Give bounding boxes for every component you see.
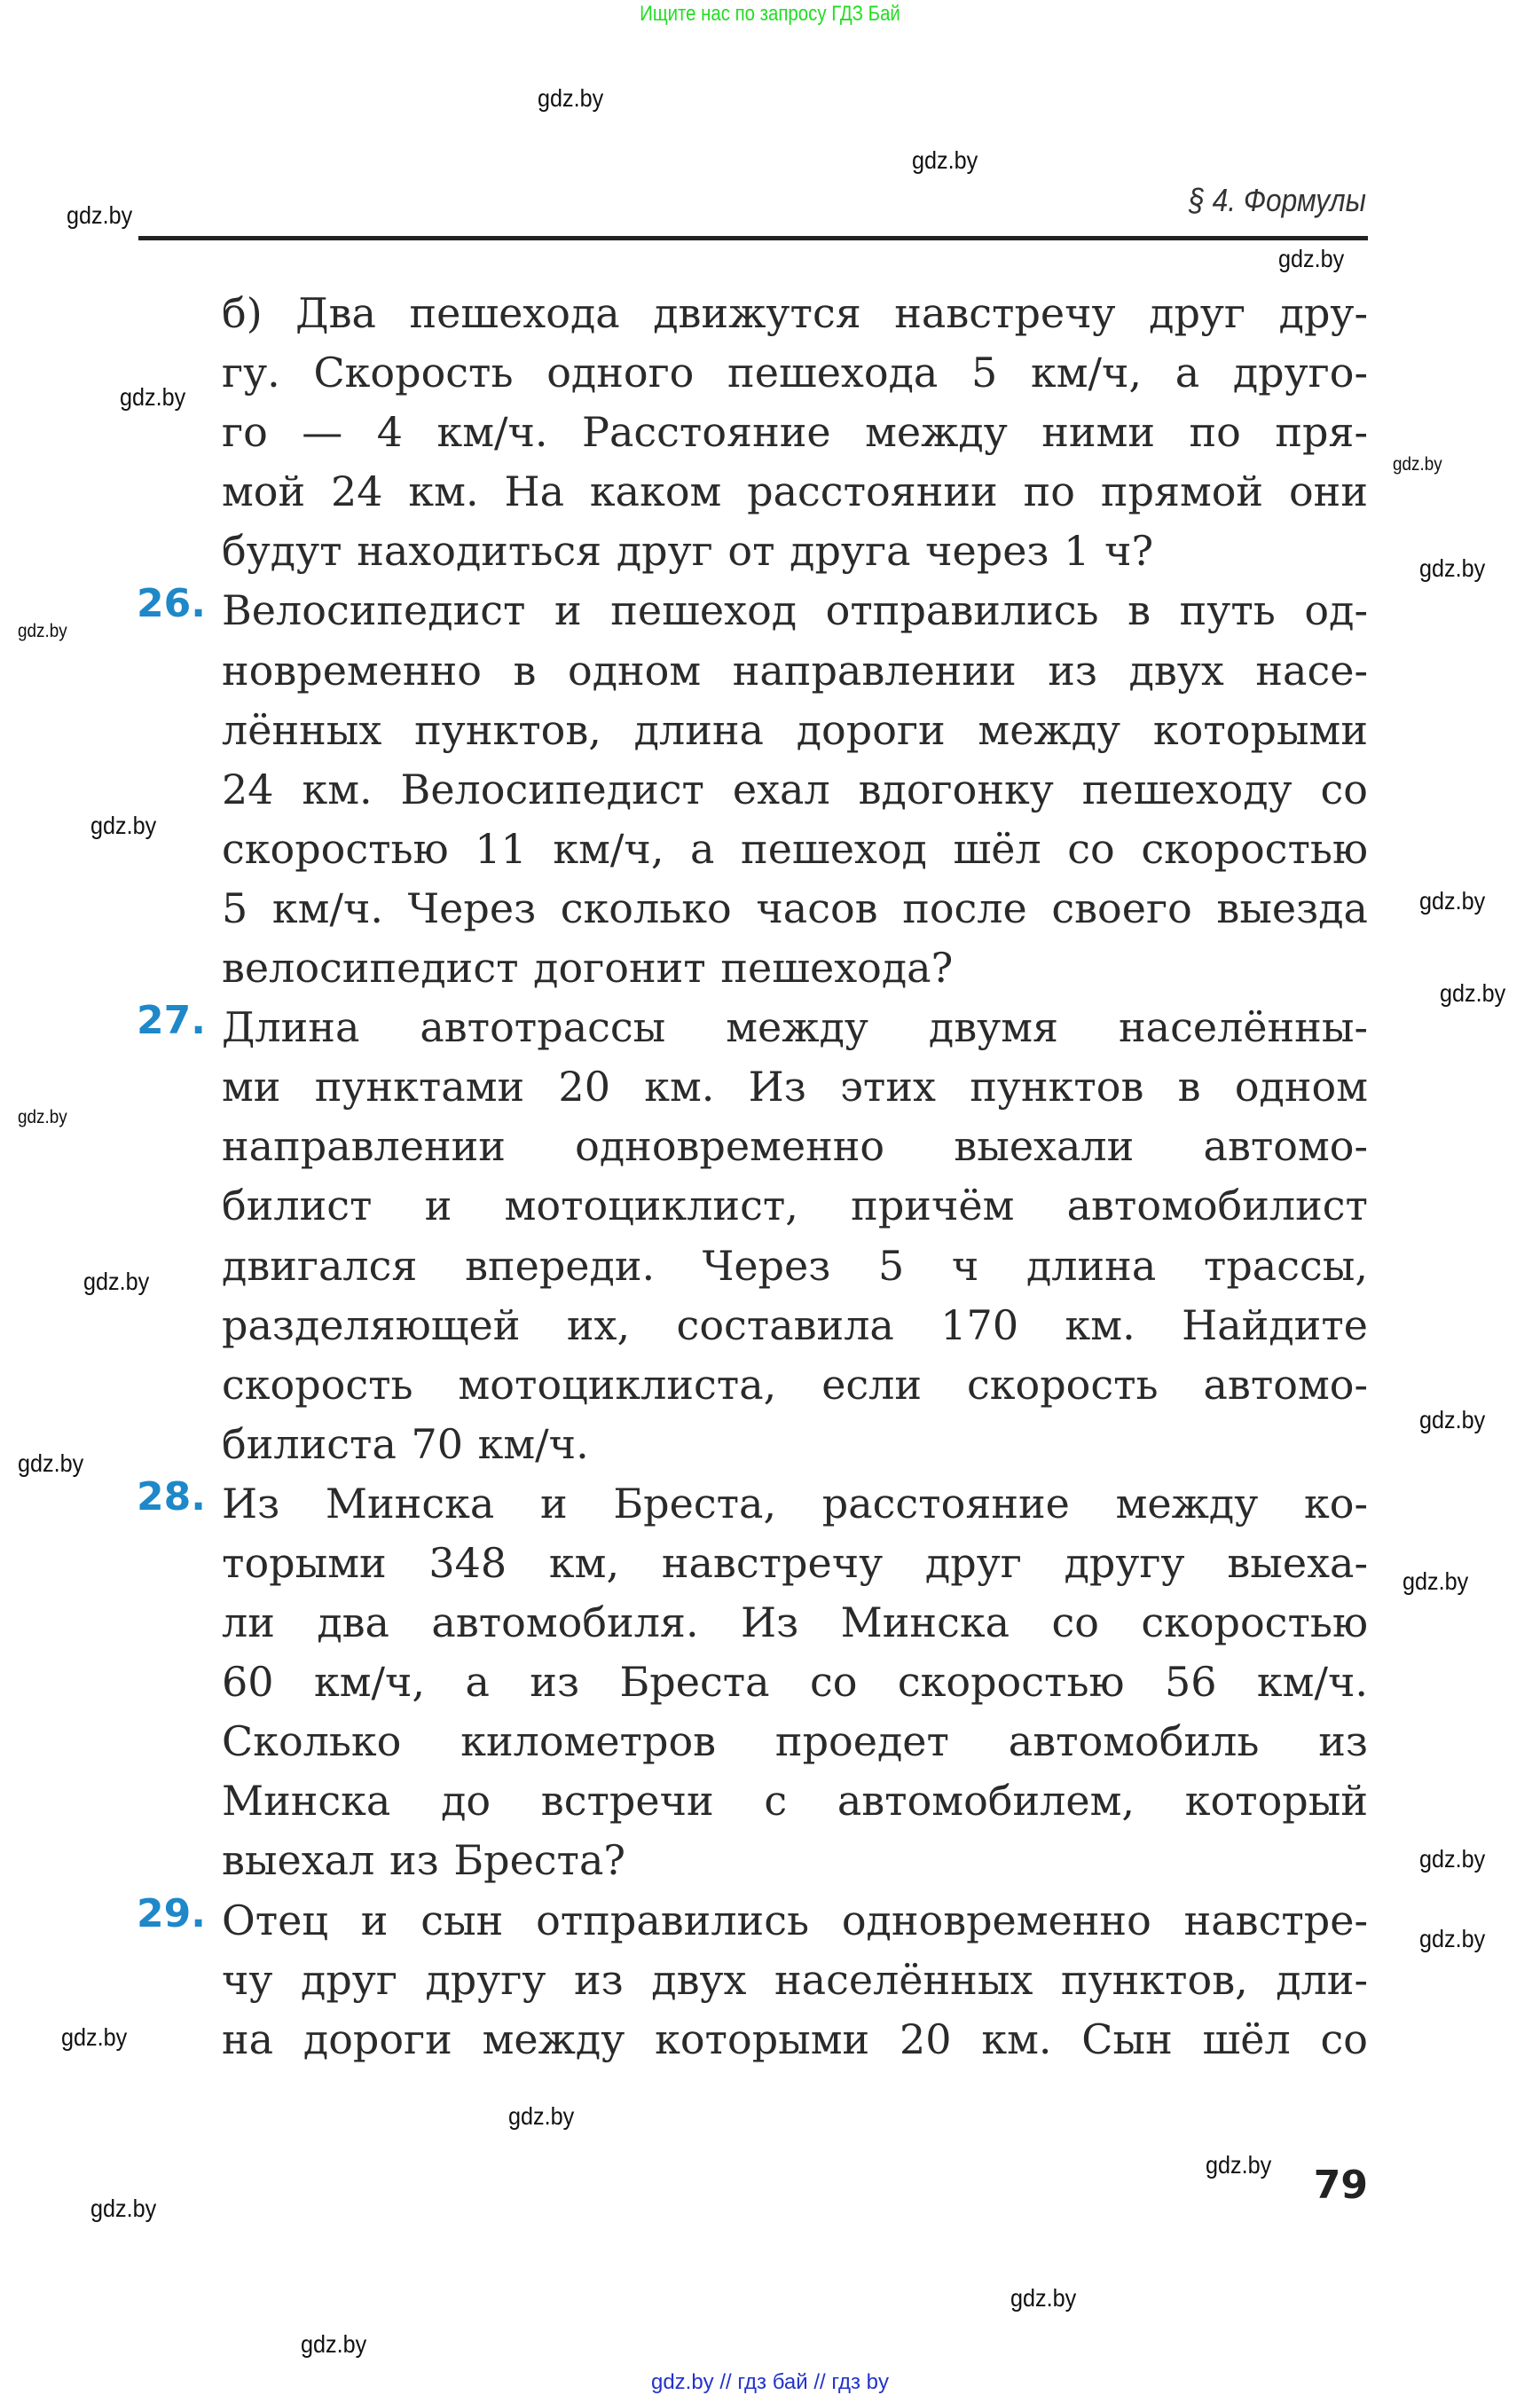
text-line [137, 581, 1368, 640]
watermark: gdz.by [18, 621, 67, 641]
search-banner[interactable]: Ищите нас по запросу ГДЗ Бай [640, 2, 900, 26]
watermark: gdz.by [90, 812, 157, 839]
watermark: gdz.by [1010, 2284, 1077, 2312]
text-line: торыми 348 км, навстречу друг другу выеха- [222, 1538, 1368, 1587]
footer-links[interactable]: gdz.by // гдз бай // гдз by [650, 2370, 890, 2394]
text-line: направлении одновременно выехали автомо- [222, 1122, 1368, 1171]
exercise-number: 26. [137, 581, 206, 627]
watermark: gdz.by [508, 2102, 575, 2130]
page-number: 79 [1313, 2163, 1368, 2208]
watermark: gdz.by [1440, 979, 1506, 1007]
text-line: двигался впереди. Через 5 ч длина трассы, [222, 1241, 1368, 1290]
watermark: gdz.by [1419, 1406, 1486, 1433]
exercise-number: 28. [137, 1473, 206, 1520]
text-line: гу. Скорость одного пешехода 5 км/ч, а друго- [222, 349, 1368, 397]
text-line [137, 998, 1368, 1057]
text-line: разделяющей их, составила 170 км. Найдите [222, 1300, 1368, 1349]
text-line [137, 1473, 1368, 1534]
watermark: gdz.by [1206, 2151, 1272, 2179]
watermark: gdz.by [83, 1268, 150, 1295]
text-line: Сколько километров проедет автомобиль из [222, 1717, 1368, 1766]
text-line: 60 км/ч, а из Бреста со скоростью 56 км/ч. [222, 1658, 1368, 1707]
text-line: скоростью 11 км/ч, а пешеход шёл со скоростью [222, 824, 1368, 873]
text-line-content: Отец и сын отправились одновременно навстре- [222, 1896, 1368, 1944]
text-line-content: Длина автотрассы между двумя населённы- [222, 1003, 1368, 1052]
watermark: gdz.by [67, 201, 133, 229]
text-line: билист и мотоциклист, причём автомобилист [222, 1182, 1368, 1230]
watermark: gdz.by [1419, 887, 1486, 915]
watermark: gdz.by [538, 84, 604, 112]
text-line: лённых пунктов, длина дороги между которыми [222, 705, 1368, 754]
watermark: gdz.by [1419, 1845, 1486, 1873]
text-line: Минска до встречи с автомобилем, который [222, 1777, 1368, 1826]
text-line: го — 4 км/ч. Расстояние между ними по пря- [222, 408, 1368, 457]
watermark: gdz.by [1278, 245, 1345, 272]
watermark: gdz.by [1419, 554, 1486, 582]
watermark: gdz.by [1402, 1567, 1469, 1595]
watermark: gdz.by [912, 146, 978, 174]
text-line: велосипедист догонит пешехода? [222, 944, 954, 993]
exercise-number: 27. [137, 998, 206, 1044]
text-line: ми пунктами 20 км. Из этих пунктов в одном [222, 1063, 1368, 1111]
watermark: gdz.by [1419, 1925, 1486, 1952]
exercise-number: 29. [137, 1890, 206, 1936]
text-line: новременно в одном направлении из двух насе- [222, 646, 1368, 695]
text-line-content: Велосипедист и пешеход отправились в путь од- [222, 586, 1368, 635]
text-line: б) Два пешехода движутся навстречу друг дру- [222, 289, 1368, 337]
text-line: ли два автомобиля. Из Минска со скоростью [222, 1598, 1368, 1647]
text-line: на дороги между которыми 20 км. Сын шёл со [222, 2014, 1368, 2063]
text-line: чу друг другу из двух населённых пунктов, дли- [222, 1955, 1368, 2004]
text-line: 5 км/ч. Через сколько часов после своего выезда [222, 883, 1368, 932]
text-line: 24 км. Велосипедист ехал вдогонку пешеходу со [222, 765, 1368, 813]
header-divider [138, 236, 1368, 240]
watermark: gdz.by [18, 1449, 84, 1477]
section-header: § 4. Формулы [1189, 182, 1366, 218]
text-line-content: Из Минска и Бреста, расстояние между ко- [222, 1479, 1368, 1527]
text-line: будут находиться друг от друга через 1 ч? [222, 527, 1154, 576]
watermark: gdz.by [61, 2023, 128, 2051]
text-line [137, 1890, 1368, 1951]
watermark: gdz.by [120, 383, 186, 411]
text-line: скорость мотоциклиста, если скорость автомо- [222, 1360, 1368, 1409]
watermark: gdz.by [1393, 454, 1442, 475]
watermark: gdz.by [301, 2330, 367, 2358]
text-line: выехал из Бреста? [222, 1836, 626, 1885]
watermark: gdz.by [90, 2195, 157, 2222]
text-line: билиста 70 км/ч. [222, 1419, 589, 1468]
text-line: мой 24 км. На каком расстоянии по прямой они [222, 467, 1368, 516]
watermark: gdz.by [18, 1107, 67, 1127]
